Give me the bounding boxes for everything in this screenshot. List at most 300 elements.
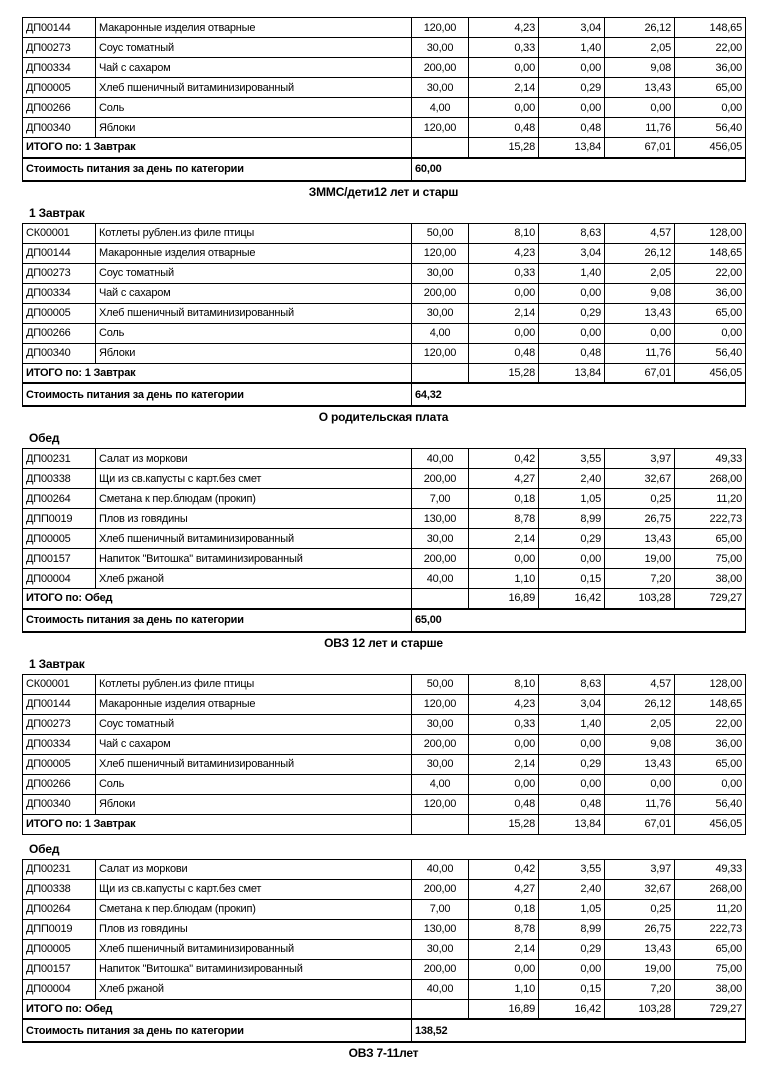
- item-value-cell: 0,00: [539, 323, 605, 343]
- item-qty-cell: 120,00: [412, 18, 469, 38]
- item-code-cell: ДП00144: [23, 694, 96, 714]
- item-code-cell: ДП00340: [23, 343, 96, 363]
- item-code-cell: ДП00004: [23, 979, 96, 999]
- item-code-cell: ДП00005: [23, 939, 96, 959]
- item-name-cell: Котлеты рублен.из филе птицы: [96, 223, 412, 243]
- day-cost-row: [23, 609, 746, 632]
- item-value-cell: 0,48: [469, 794, 539, 814]
- item-qty-cell: 120,00: [412, 794, 469, 814]
- item-value-cell: 75,00: [675, 549, 746, 569]
- table-row: [23, 919, 746, 939]
- item-value-cell: 0,00: [539, 549, 605, 569]
- item-value-cell: 26,75: [605, 509, 675, 529]
- item-value-cell: 65,00: [675, 303, 746, 323]
- item-value-cell: 4,23: [469, 694, 539, 714]
- item-value-cell: 2,14: [469, 939, 539, 959]
- total-empty-cell: [412, 138, 469, 158]
- item-value-cell: 9,08: [605, 734, 675, 754]
- item-value-cell: 26,12: [605, 694, 675, 714]
- item-value-cell: 0,00: [605, 98, 675, 118]
- item-code-cell: ДП00338: [23, 879, 96, 899]
- item-name-cell: Плов из говядины: [96, 919, 412, 939]
- item-value-cell: 2,05: [605, 263, 675, 283]
- item-value-cell: 222,73: [675, 509, 746, 529]
- item-name-cell: Хлеб ржаной: [96, 569, 412, 589]
- item-value-cell: 0,18: [469, 489, 539, 509]
- item-qty-cell: 30,00: [412, 754, 469, 774]
- item-value-cell: 128,00: [675, 674, 746, 694]
- total-value-cell: 67,01: [605, 363, 675, 383]
- item-value-cell: 0,18: [469, 899, 539, 919]
- item-value-cell: 13,43: [605, 754, 675, 774]
- item-value-cell: 0,00: [675, 323, 746, 343]
- item-value-cell: 0,00: [469, 98, 539, 118]
- item-qty-cell: 40,00: [412, 449, 469, 469]
- item-name-cell: Напиток "Витошка" витаминизированный: [96, 959, 412, 979]
- meal-label: 1 Завтрак: [29, 205, 85, 220]
- item-code-cell: ДП00338: [23, 469, 96, 489]
- menu-table: [22, 17, 746, 182]
- item-qty-cell: 120,00: [412, 118, 469, 138]
- item-value-cell: 0,00: [605, 323, 675, 343]
- total-value-cell: 456,05: [675, 138, 746, 158]
- item-value-cell: 4,23: [469, 243, 539, 263]
- table-row: [23, 343, 746, 363]
- item-name-cell: Соус томатный: [96, 263, 412, 283]
- item-value-cell: 0,00: [539, 58, 605, 78]
- total-row: [23, 814, 746, 834]
- item-qty-cell: 200,00: [412, 549, 469, 569]
- item-code-cell: ДП00005: [23, 303, 96, 323]
- total-value-cell: 13,84: [539, 814, 605, 834]
- item-name-cell: Чай с сахаром: [96, 734, 412, 754]
- item-code-cell: ДП00273: [23, 714, 96, 734]
- item-value-cell: 49,33: [675, 859, 746, 879]
- table-row: [23, 263, 746, 283]
- item-code-cell: ДП00157: [23, 959, 96, 979]
- item-name-cell: Яблоки: [96, 794, 412, 814]
- item-value-cell: 65,00: [675, 754, 746, 774]
- item-qty-cell: 200,00: [412, 879, 469, 899]
- item-code-cell: ДП00266: [23, 323, 96, 343]
- item-value-cell: 11,76: [605, 794, 675, 814]
- item-qty-cell: 30,00: [412, 303, 469, 323]
- total-label-cell: ИТОГО по: Обед: [23, 589, 412, 609]
- total-empty-cell: [412, 999, 469, 1019]
- item-value-cell: 19,00: [605, 959, 675, 979]
- item-value-cell: 3,97: [605, 859, 675, 879]
- item-value-cell: 0,00: [539, 734, 605, 754]
- total-value-cell: 103,28: [605, 999, 675, 1019]
- item-value-cell: 3,04: [539, 18, 605, 38]
- item-value-cell: 1,05: [539, 489, 605, 509]
- total-empty-cell: [412, 363, 469, 383]
- table-row: [23, 449, 746, 469]
- item-value-cell: 38,00: [675, 979, 746, 999]
- item-code-cell: ДП00005: [23, 78, 96, 98]
- table-row: [23, 879, 746, 899]
- item-value-cell: 0,00: [469, 323, 539, 343]
- item-value-cell: 22,00: [675, 263, 746, 283]
- item-value-cell: 8,99: [539, 509, 605, 529]
- day-cost-value-cell: 138,52: [412, 1019, 746, 1042]
- item-name-cell: Соус томатный: [96, 38, 412, 58]
- total-value-cell: 13,84: [539, 363, 605, 383]
- item-value-cell: 1,40: [539, 38, 605, 58]
- item-value-cell: 8,10: [469, 674, 539, 694]
- item-qty-cell: 200,00: [412, 469, 469, 489]
- table-row: [23, 734, 746, 754]
- item-qty-cell: 4,00: [412, 774, 469, 794]
- item-value-cell: 1,05: [539, 899, 605, 919]
- item-value-cell: 0,00: [469, 549, 539, 569]
- item-value-cell: 32,67: [605, 879, 675, 899]
- item-value-cell: 8,63: [539, 674, 605, 694]
- item-qty-cell: 200,00: [412, 959, 469, 979]
- item-qty-cell: 7,00: [412, 489, 469, 509]
- item-value-cell: 3,04: [539, 243, 605, 263]
- table-row: [23, 469, 746, 489]
- menu-table: [22, 859, 746, 1044]
- item-code-cell: ДП00004: [23, 569, 96, 589]
- item-value-cell: 0,29: [539, 939, 605, 959]
- total-value-cell: 15,28: [469, 363, 539, 383]
- item-value-cell: 4,57: [605, 223, 675, 243]
- item-value-cell: 0,33: [469, 263, 539, 283]
- item-value-cell: 4,57: [605, 674, 675, 694]
- item-qty-cell: 30,00: [412, 78, 469, 98]
- item-value-cell: 11,76: [605, 118, 675, 138]
- item-value-cell: 13,43: [605, 303, 675, 323]
- item-code-cell: ДП00273: [23, 263, 96, 283]
- item-value-cell: 65,00: [675, 78, 746, 98]
- table-row: [23, 58, 746, 78]
- item-name-cell: Макаронные изделия отварные: [96, 243, 412, 263]
- item-qty-cell: 30,00: [412, 263, 469, 283]
- table-row: [23, 323, 746, 343]
- item-code-cell: ДП00264: [23, 899, 96, 919]
- day-cost-label-cell: Стоимость питания за день по категории: [23, 383, 412, 406]
- item-value-cell: 7,20: [605, 979, 675, 999]
- item-name-cell: Макаронные изделия отварные: [96, 18, 412, 38]
- item-value-cell: 0,00: [469, 734, 539, 754]
- total-value-cell: 456,05: [675, 363, 746, 383]
- table-row: [23, 569, 746, 589]
- item-value-cell: 0,15: [539, 979, 605, 999]
- item-value-cell: 56,40: [675, 343, 746, 363]
- item-value-cell: 0,15: [539, 569, 605, 589]
- item-value-cell: 2,05: [605, 38, 675, 58]
- item-code-cell: ДП00005: [23, 529, 96, 549]
- item-name-cell: Котлеты рублен.из филе птицы: [96, 674, 412, 694]
- item-name-cell: Хлеб пшеничный витаминизированный: [96, 529, 412, 549]
- item-value-cell: 56,40: [675, 118, 746, 138]
- table-row: [23, 774, 746, 794]
- item-value-cell: 2,14: [469, 78, 539, 98]
- item-value-cell: 0,00: [539, 959, 605, 979]
- item-code-cell: СК00001: [23, 223, 96, 243]
- item-value-cell: 0,42: [469, 449, 539, 469]
- item-name-cell: Плов из говядины: [96, 509, 412, 529]
- item-name-cell: Макаронные изделия отварные: [96, 694, 412, 714]
- total-label-cell: ИТОГО по: 1 Завтрак: [23, 138, 412, 158]
- table-row: [23, 489, 746, 509]
- item-value-cell: 2,40: [539, 879, 605, 899]
- item-value-cell: 0,48: [539, 794, 605, 814]
- item-value-cell: 2,40: [539, 469, 605, 489]
- table-row: [23, 714, 746, 734]
- item-value-cell: 4,27: [469, 879, 539, 899]
- item-value-cell: 1,10: [469, 569, 539, 589]
- item-value-cell: 0,42: [469, 859, 539, 879]
- item-code-cell: СК00001: [23, 674, 96, 694]
- item-qty-cell: 7,00: [412, 899, 469, 919]
- item-code-cell: ДП00266: [23, 774, 96, 794]
- table-row: [23, 794, 746, 814]
- item-value-cell: 0,00: [469, 58, 539, 78]
- total-value-cell: 67,01: [605, 814, 675, 834]
- total-value-cell: 15,28: [469, 814, 539, 834]
- item-value-cell: 0,25: [605, 489, 675, 509]
- item-name-cell: Щи из св.капусты с карт.без смет: [96, 879, 412, 899]
- item-value-cell: 13,43: [605, 939, 675, 959]
- item-value-cell: 26,75: [605, 919, 675, 939]
- item-code-cell: ДПП0019: [23, 509, 96, 529]
- item-value-cell: 38,00: [675, 569, 746, 589]
- item-qty-cell: 120,00: [412, 694, 469, 714]
- item-qty-cell: 120,00: [412, 243, 469, 263]
- item-value-cell: 268,00: [675, 469, 746, 489]
- table-row: [23, 959, 746, 979]
- total-row: [23, 363, 746, 383]
- item-value-cell: 26,12: [605, 18, 675, 38]
- item-code-cell: ДП00231: [23, 859, 96, 879]
- menu-table: [22, 223, 746, 408]
- total-value-cell: 729,27: [675, 589, 746, 609]
- item-value-cell: 0,00: [469, 774, 539, 794]
- item-value-cell: 8,63: [539, 223, 605, 243]
- day-cost-value-cell: 60,00: [412, 158, 746, 181]
- meal-label: Обед: [29, 431, 60, 445]
- total-label-cell: ИТОГО по: 1 Завтрак: [23, 363, 412, 383]
- item-value-cell: 1,10: [469, 979, 539, 999]
- item-value-cell: 0,29: [539, 303, 605, 323]
- item-value-cell: 11,20: [675, 489, 746, 509]
- item-value-cell: 0,00: [539, 774, 605, 794]
- total-label-cell: ИТОГО по: 1 Завтрак: [23, 814, 412, 834]
- item-name-cell: Сметана к пер.блюдам (прокип): [96, 489, 412, 509]
- item-value-cell: 56,40: [675, 794, 746, 814]
- item-value-cell: 0,00: [605, 774, 675, 794]
- item-code-cell: ДП00264: [23, 489, 96, 509]
- item-value-cell: 19,00: [605, 549, 675, 569]
- total-value-cell: 16,42: [539, 999, 605, 1019]
- item-value-cell: 13,43: [605, 529, 675, 549]
- item-qty-cell: 50,00: [412, 674, 469, 694]
- item-value-cell: 2,14: [469, 303, 539, 323]
- item-value-cell: 22,00: [675, 38, 746, 58]
- day-cost-row: [23, 383, 746, 406]
- item-code-cell: ДП00340: [23, 794, 96, 814]
- total-value-cell: 67,01: [605, 138, 675, 158]
- table-row: [23, 529, 746, 549]
- item-name-cell: Чай с сахаром: [96, 283, 412, 303]
- table-row: [23, 283, 746, 303]
- item-qty-cell: 30,00: [412, 939, 469, 959]
- item-value-cell: 0,00: [469, 283, 539, 303]
- item-value-cell: 3,04: [539, 694, 605, 714]
- item-qty-cell: 40,00: [412, 979, 469, 999]
- item-value-cell: 1,40: [539, 714, 605, 734]
- item-value-cell: 0,00: [675, 774, 746, 794]
- item-value-cell: 75,00: [675, 959, 746, 979]
- item-value-cell: 36,00: [675, 734, 746, 754]
- item-value-cell: 7,20: [605, 569, 675, 589]
- item-name-cell: Хлеб пшеничный витаминизированный: [96, 754, 412, 774]
- day-cost-row: [23, 1019, 746, 1042]
- table-row: [23, 939, 746, 959]
- total-value-cell: 103,28: [605, 589, 675, 609]
- item-qty-cell: 120,00: [412, 343, 469, 363]
- item-qty-cell: 130,00: [412, 919, 469, 939]
- item-name-cell: Хлеб ржаной: [96, 979, 412, 999]
- item-name-cell: Салат из моркови: [96, 449, 412, 469]
- total-value-cell: 456,05: [675, 814, 746, 834]
- total-value-cell: 16,89: [469, 589, 539, 609]
- item-code-cell: ДП00231: [23, 449, 96, 469]
- item-qty-cell: 4,00: [412, 98, 469, 118]
- item-value-cell: 0,48: [469, 343, 539, 363]
- menu-table: [22, 674, 746, 835]
- total-value-cell: 15,28: [469, 138, 539, 158]
- item-value-cell: 36,00: [675, 58, 746, 78]
- table-row: [23, 899, 746, 919]
- item-value-cell: 49,33: [675, 449, 746, 469]
- table-row: [23, 694, 746, 714]
- item-value-cell: 148,65: [675, 18, 746, 38]
- item-value-cell: 36,00: [675, 283, 746, 303]
- item-qty-cell: 50,00: [412, 223, 469, 243]
- item-qty-cell: 130,00: [412, 509, 469, 529]
- table-row: [23, 509, 746, 529]
- item-name-cell: Соус томатный: [96, 714, 412, 734]
- category-header: ЗММС/дети12 лет и старш: [308, 184, 459, 199]
- item-value-cell: 65,00: [675, 529, 746, 549]
- item-qty-cell: 200,00: [412, 58, 469, 78]
- item-value-cell: 8,10: [469, 223, 539, 243]
- day-cost-value-cell: 64,32: [412, 383, 746, 406]
- table-row: [23, 38, 746, 58]
- meal-label: Обед: [29, 841, 60, 856]
- item-value-cell: 0,29: [539, 78, 605, 98]
- item-qty-cell: 30,00: [412, 714, 469, 734]
- total-value-cell: 16,89: [469, 999, 539, 1019]
- item-qty-cell: 30,00: [412, 38, 469, 58]
- total-empty-cell: [412, 814, 469, 834]
- item-code-cell: ДПП0019: [23, 919, 96, 939]
- table-row: [23, 674, 746, 694]
- total-row: [23, 999, 746, 1019]
- item-qty-cell: 200,00: [412, 283, 469, 303]
- item-value-cell: 0,48: [539, 343, 605, 363]
- item-value-cell: 268,00: [675, 879, 746, 899]
- item-code-cell: ДП00334: [23, 283, 96, 303]
- category-header: О родительская плата: [318, 410, 449, 424]
- item-qty-cell: 200,00: [412, 734, 469, 754]
- table-row: [23, 98, 746, 118]
- item-code-cell: ДП00273: [23, 38, 96, 58]
- item-qty-cell: 30,00: [412, 529, 469, 549]
- item-value-cell: 148,65: [675, 694, 746, 714]
- item-name-cell: Соль: [96, 774, 412, 794]
- item-name-cell: Соль: [96, 323, 412, 343]
- item-value-cell: 8,99: [539, 919, 605, 939]
- day-cost-label-cell: Стоимость питания за день по категории: [23, 158, 412, 181]
- item-qty-cell: 4,00: [412, 323, 469, 343]
- total-value-cell: 729,27: [675, 999, 746, 1019]
- total-row: [23, 138, 746, 158]
- table-row: [23, 118, 746, 138]
- total-empty-cell: [412, 589, 469, 609]
- item-code-cell: ДП00144: [23, 243, 96, 263]
- table-row: [23, 243, 746, 263]
- item-name-cell: Щи из св.капусты с карт.без смет: [96, 469, 412, 489]
- total-label-cell: ИТОГО по: Обед: [23, 999, 412, 1019]
- item-value-cell: 1,40: [539, 263, 605, 283]
- table-row: [23, 859, 746, 879]
- day-cost-value-cell: 65,00: [412, 609, 746, 632]
- item-code-cell: ДП00340: [23, 118, 96, 138]
- day-cost-label-cell: Стоимость питания за день по категории: [23, 609, 412, 632]
- item-code-cell: ДП00157: [23, 549, 96, 569]
- item-value-cell: 22,00: [675, 714, 746, 734]
- item-value-cell: 0,00: [539, 283, 605, 303]
- item-value-cell: 0,00: [539, 98, 605, 118]
- total-value-cell: 16,42: [539, 589, 605, 609]
- item-value-cell: 0,48: [539, 118, 605, 138]
- item-value-cell: 3,55: [539, 449, 605, 469]
- item-value-cell: 3,55: [539, 859, 605, 879]
- item-value-cell: 9,08: [605, 283, 675, 303]
- item-value-cell: 0,33: [469, 714, 539, 734]
- item-value-cell: 2,05: [605, 714, 675, 734]
- item-value-cell: 2,14: [469, 529, 539, 549]
- table-row: [23, 223, 746, 243]
- menu-table: [22, 448, 746, 633]
- item-value-cell: 2,14: [469, 754, 539, 774]
- item-name-cell: Яблоки: [96, 343, 412, 363]
- item-value-cell: 3,97: [605, 449, 675, 469]
- item-value-cell: 8,78: [469, 919, 539, 939]
- item-qty-cell: 40,00: [412, 569, 469, 589]
- category-header: ОВЗ 12 лет и старше: [324, 635, 443, 650]
- item-qty-cell: 40,00: [412, 859, 469, 879]
- item-value-cell: 0,00: [469, 959, 539, 979]
- item-value-cell: 0,29: [539, 529, 605, 549]
- item-value-cell: 11,76: [605, 343, 675, 363]
- table-row: [23, 18, 746, 38]
- day-cost-label-cell: Стоимость питания за день по категории: [23, 1019, 412, 1042]
- item-value-cell: 0,33: [469, 38, 539, 58]
- table-row: [23, 303, 746, 323]
- item-value-cell: 148,65: [675, 243, 746, 263]
- item-code-cell: ДП00005: [23, 754, 96, 774]
- item-value-cell: 0,48: [469, 118, 539, 138]
- item-value-cell: 222,73: [675, 919, 746, 939]
- item-code-cell: ДП00334: [23, 58, 96, 78]
- table-row: [23, 979, 746, 999]
- category-header: ОВЗ 7-11лет: [348, 1046, 419, 1060]
